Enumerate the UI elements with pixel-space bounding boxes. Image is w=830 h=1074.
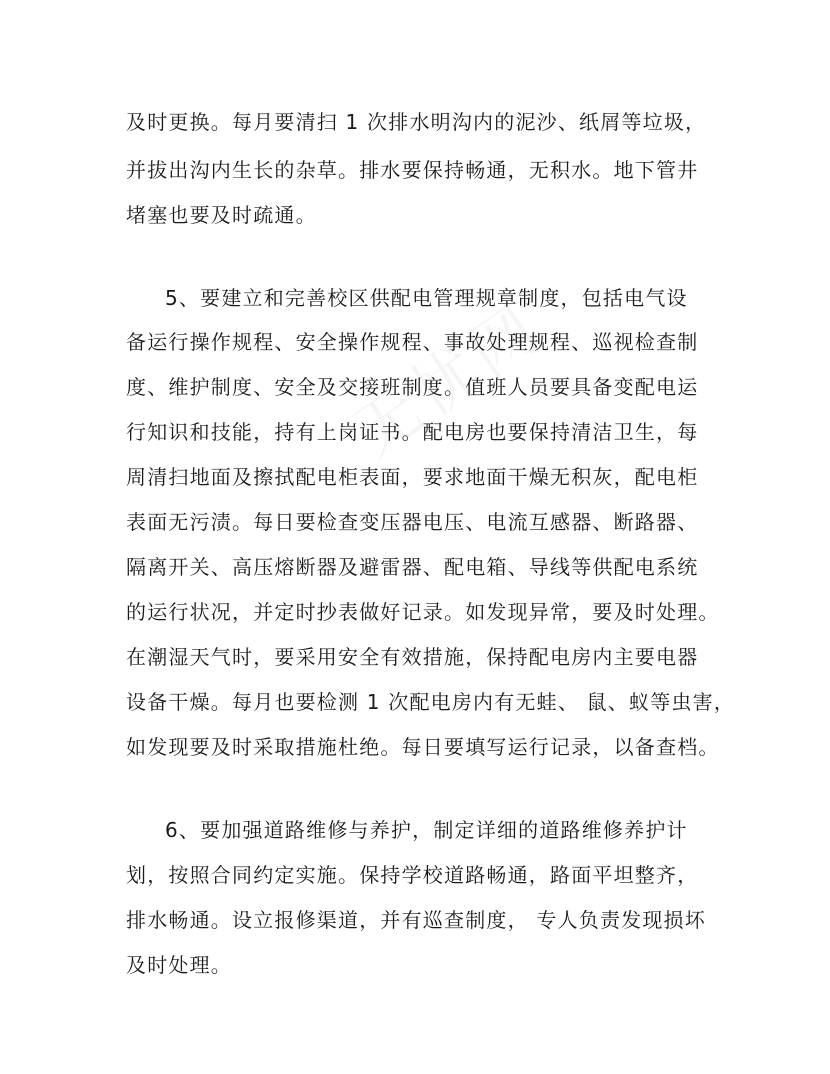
paragraph-line: 隔离开关、高压熔断器及避雷器、配电箱、导线等供配电系统 — [126, 555, 699, 579]
paragraph-line: 设备干燥。每月也要检测 1 次配电房内有无蛙、 鼠、蚁等虫害， — [126, 690, 735, 714]
paragraph-line: 堵塞也要及时疏通。 — [126, 203, 317, 227]
paragraph-line: 6、要加强道路维修与养护，制定详细的道路维修养护计 — [165, 818, 688, 842]
paragraph-line: 排水畅通。设立报修渠道，并有巡查制度， 专人负责发现损坏 — [126, 908, 706, 932]
paragraph-line: 并拔出沟内生长的杂草。排水要保持畅通，无积水。地下管井 — [126, 158, 699, 182]
paragraph-line: 及时处理。 — [126, 953, 232, 977]
paragraph-line: 在潮湿天气时，要采用安全有效措施，保持配电房内主要电器 — [126, 645, 699, 669]
paragraph-line: 5、要建立和完善校区供配电管理规章制度，包括电气设 — [165, 286, 688, 310]
paragraph-line: 度、维护制度、安全及交接班制度。值班人员要具备变配电运 — [126, 375, 699, 399]
paragraph-line: 如发现要及时采取措施杜绝。每日要填写运行记录，以备查档。 — [126, 735, 720, 759]
paragraph-line: 周清扫地面及擦拭配电柜表面，要求地面干燥无积灰，配电柜 — [126, 465, 699, 489]
paragraph-line: 备运行操作规程、安全操作规程、事故处理规程、巡视检查制 — [126, 330, 699, 354]
paragraph-line: 及时更换。每月要清扫 1 次排水明沟内的泥沙、纸屑等垃圾， — [126, 110, 707, 134]
paragraph-line: 的运行状况，并定时抄表做好记录。如发现异常，要及时处理。 — [126, 600, 720, 624]
paragraph-line: 表面无污渍。每日要检查变压器电压、电流互感器、断路器、 — [126, 510, 699, 534]
paragraph-line: 划，按照合同约定实施。保持学校道路畅通，路面平坦整齐， — [126, 863, 699, 887]
paragraph-line: 行知识和技能，持有上岗证书。配电房也要保持清洁卫生，每 — [126, 420, 699, 444]
